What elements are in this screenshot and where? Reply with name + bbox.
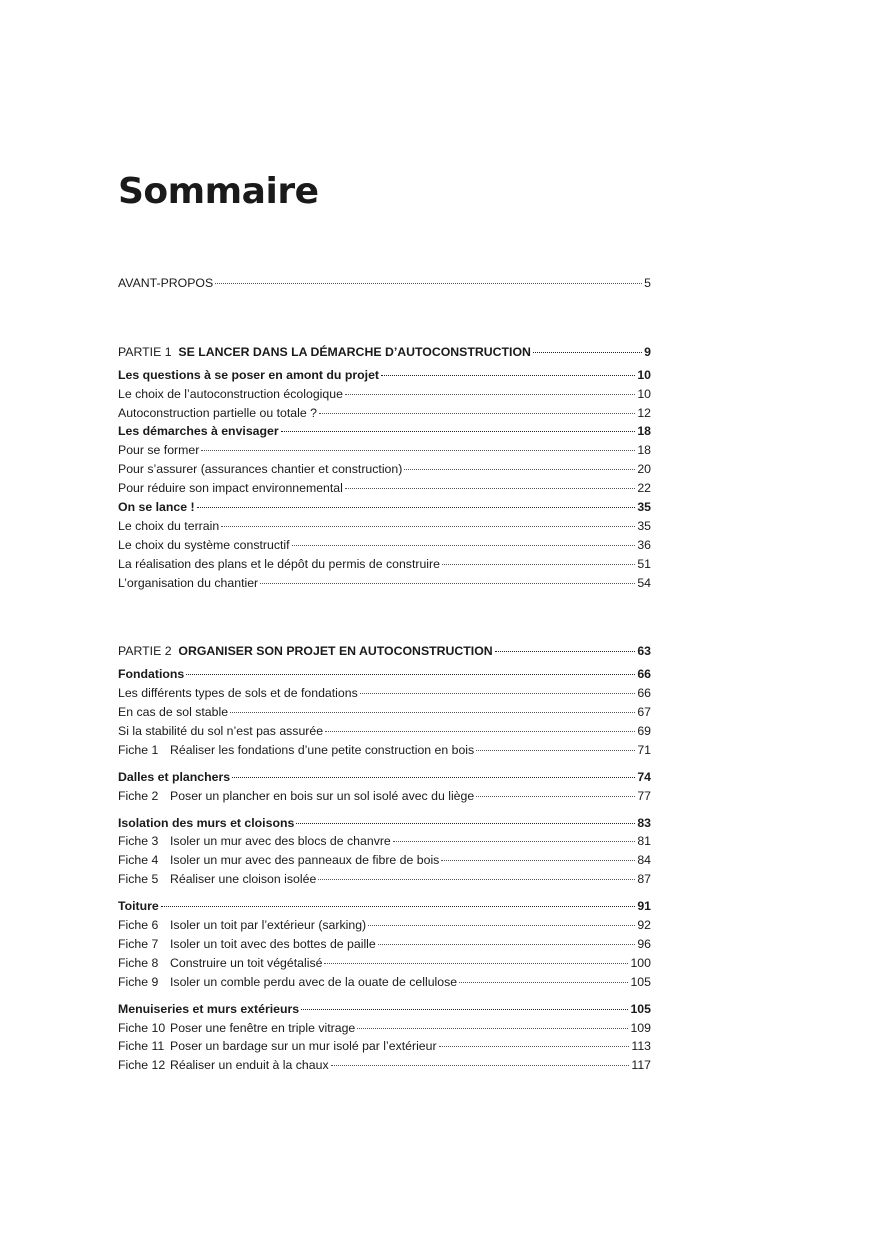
toc-entry[interactable]: Pour s’assurer (assurances chantier et construction) 20 (118, 462, 651, 477)
dot-leader (441, 860, 635, 861)
toc-entry[interactable]: Si la stabilité du sol n’est pas assurée 69 (118, 724, 651, 739)
toc-fiche-entry[interactable]: Fiche 9 Isoler un comble perdu avec de la ouate de cellulose 105 (118, 973, 651, 992)
fiche-number: Fiche 8 (118, 955, 159, 970)
page-title: Sommaire (118, 171, 319, 212)
dot-leader (301, 1009, 628, 1010)
toc-section[interactable]: Les démarches à envisager 18 (118, 424, 651, 439)
toc-entry[interactable]: Le choix de l’autoconstruction écologique 10 (118, 386, 651, 401)
toc-fiche-entry[interactable]: Fiche 8 Construire un toit végétalisé 100 (118, 954, 651, 973)
fiche-number: Fiche 9 (118, 974, 159, 989)
toc-fiche-entry[interactable]: Fiche 6 Isoler un toit par l’extérieur (sarking) 92 (118, 916, 651, 935)
toc-fiche-entry[interactable]: Fiche 10 Poser une fenêtre en triple vitrage 109 (118, 1019, 651, 1038)
toc-fiche-entry[interactable]: Fiche 4 Isoler un mur avec des panneaux de fibre de bois 84 (118, 851, 651, 870)
toc-entry[interactable]: En cas de sol stable 67 (118, 705, 651, 720)
dot-leader (232, 777, 635, 778)
fiche-number: Fiche 3 (118, 834, 159, 849)
toc-section[interactable]: On se lance ! 35 (118, 500, 651, 515)
part-title: ORGANISER SON PROJET EN AUTOCONSTRUCTION (178, 644, 493, 659)
dot-leader (442, 564, 635, 565)
toc-section[interactable]: Menuiseries et murs extérieurs 105 (118, 1001, 651, 1016)
dot-leader (260, 583, 635, 584)
toc-label: AVANT-PROPOS (118, 276, 214, 290)
toc-entry[interactable]: La réalisation des plans et le dépôt du permis de construire 51 (118, 556, 651, 571)
dot-leader (215, 283, 642, 284)
dot-leader (345, 394, 635, 395)
toc-fiche-entry[interactable]: Fiche 11 Poser un bardage sur un mur isolé par l’extérieur 113 (118, 1037, 651, 1056)
toc-entry[interactable]: Le choix du terrain 35 (118, 518, 651, 533)
fiche-number: Fiche 7 (118, 936, 159, 951)
dot-leader (186, 674, 635, 675)
dot-leader (296, 823, 635, 824)
fiche-number: Fiche 2 (118, 788, 159, 803)
dot-leader (495, 651, 636, 652)
toc-fiche-entry[interactable]: Fiche 7 Isoler un toit avec des bottes de paille 96 (118, 935, 651, 954)
toc-section[interactable]: Les questions à se poser en amont du projet 10 (118, 367, 651, 382)
toc-section[interactable]: Isolation des murs et cloisons 83 (118, 815, 651, 830)
toc-fiche-entry[interactable]: Fiche 12 Réaliser un enduit à la chaux 117 (118, 1056, 651, 1075)
part-title: SE LANCER DANS LA DÉMARCHE D’AUTOCONSTRUCTION (178, 344, 531, 359)
dot-leader (368, 925, 635, 926)
dot-leader (281, 431, 636, 432)
dot-leader (439, 1046, 630, 1047)
dot-leader (459, 982, 628, 983)
fiche-number: Fiche 4 (118, 853, 159, 868)
dot-leader (318, 879, 635, 880)
dot-leader (393, 841, 636, 842)
dot-leader (476, 750, 635, 751)
toc-entry[interactable]: Pour se former 18 (118, 443, 651, 458)
dot-leader (319, 413, 635, 414)
dot-leader (201, 450, 635, 451)
toc-entry[interactable]: Les différents types de sols et de fondations 66 (118, 686, 651, 701)
dot-leader (404, 469, 635, 470)
toc-section[interactable]: Toiture 91 (118, 899, 651, 914)
fiche-number: Fiche 6 (118, 918, 159, 933)
table-of-contents (118, 274, 651, 1075)
fiche-number: Fiche 12 (118, 1058, 166, 1073)
toc-section[interactable]: Fondations 66 (118, 667, 651, 682)
fiche-number: Fiche 11 (118, 1039, 165, 1054)
toc-page-number: 5 (644, 276, 651, 290)
fiche-number: Fiche 5 (118, 872, 159, 887)
dot-leader (345, 488, 635, 489)
dot-leader (476, 796, 635, 797)
toc-entry[interactable]: Autoconstruction partielle ou totale ? 12 (118, 405, 651, 420)
toc-section[interactable]: Dalles et planchers 74 (118, 769, 651, 784)
dot-leader (331, 1065, 630, 1066)
toc-page-number: 63 (637, 644, 651, 659)
part-keyword: PARTIE 2 (118, 644, 172, 659)
dot-leader (324, 963, 628, 964)
dot-leader (325, 731, 635, 732)
toc-entry[interactable]: Le choix du système constructif 36 (118, 537, 651, 552)
toc-part-2[interactable] (118, 642, 651, 661)
dot-leader (221, 526, 635, 527)
part-keyword: PARTIE 1 (118, 344, 172, 359)
toc-entry[interactable]: Pour réduire son impact environnemental 22 (118, 481, 651, 496)
dot-leader (230, 712, 635, 713)
fiche-number: Fiche 10 (118, 1020, 166, 1035)
toc-part-1[interactable] (118, 343, 651, 362)
dot-leader (381, 375, 635, 376)
dot-leader (360, 693, 636, 694)
toc-avant-propos[interactable] (118, 274, 651, 293)
toc-fiche-entry[interactable]: Fiche 2 Poser un plancher en bois sur un sol isolé avec du liège 77 (118, 787, 651, 806)
dot-leader (357, 1028, 628, 1029)
toc-entry[interactable]: L’organisation du chantier 54 (118, 575, 651, 590)
dot-leader (378, 944, 636, 945)
toc-fiche-entry[interactable]: Fiche 1 Réaliser les fondations d’une petite construction en bois 71 (118, 741, 651, 760)
dot-leader (197, 507, 636, 508)
fiche-number: Fiche 1 (118, 742, 159, 757)
dot-leader (533, 352, 642, 353)
toc-page-number: 9 (644, 344, 651, 359)
dot-leader (292, 545, 636, 546)
toc-fiche-entry[interactable]: Fiche 5 Réaliser une cloison isolée 87 (118, 870, 651, 889)
dot-leader (161, 906, 636, 907)
toc-fiche-entry[interactable]: Fiche 3 Isoler un mur avec des blocs de chanvre 81 (118, 832, 651, 851)
